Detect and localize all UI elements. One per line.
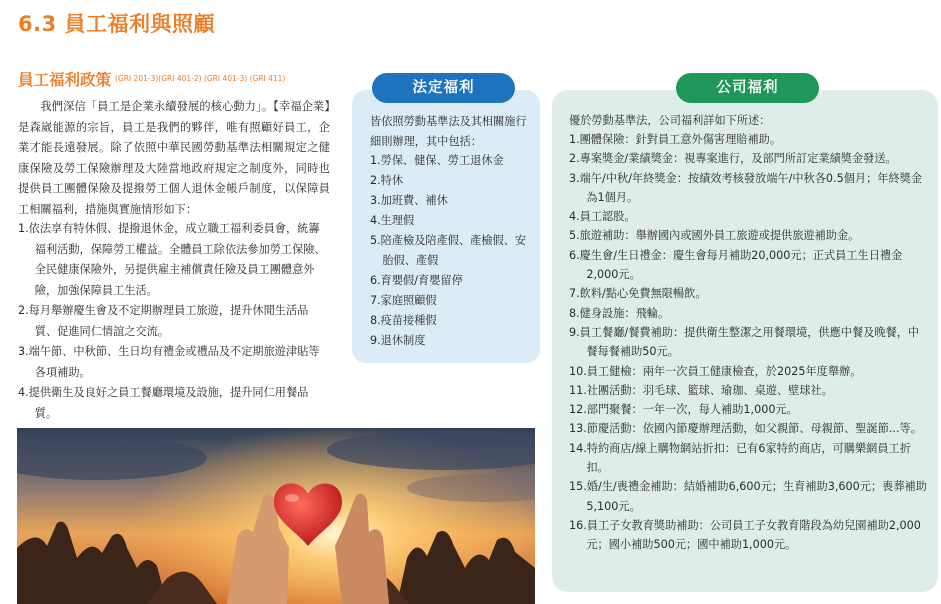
list-item: 4.提供衛生及良好之員工餐廳環境及設施，提升同仁用餐品質。 xyxy=(18,386,309,420)
list-item: 9.退休制度 xyxy=(370,334,426,347)
legal-benefits-badge: 法定福利 xyxy=(372,73,515,103)
policy-intro: 我們深信「員工是企業永續發展的核心動力」。【幸福企業】是森崴能源的宗旨，員工是我們的夥伴，唯有照顧好員工，企業才能長遠發展。除了依照中華民國勞動基準法相關規定之健康保險及勞工保險辦理及大陸當地政府規定之制度外，同時也提供員工團體保險及提撥勞工個人退休金帳戶制度，以保障員工相關福利，措施與實施情形如下： xyxy=(18,100,330,216)
list-item: 6.育嬰假/育嬰留停 xyxy=(370,274,463,287)
list-item: 10.員工健檢：兩年一次員工健康檢查，於2025年度舉辦。 xyxy=(569,364,862,378)
list-item: 3.端午/中秋/年終獎金：按績效考核發放端午/中秋各0.5個月；年終獎金為1個月。 xyxy=(569,171,923,204)
list-item: 2.每月舉辦慶生會及不定期辦理員工旅遊，提升休閒生活品質、促進同仁情誼之交流。 xyxy=(18,304,309,338)
list-item: 11.社團活動：羽毛球、籃球、瑜珈、桌遊、壁球社。 xyxy=(569,383,833,397)
list-item: 1.勞保、健保、勞工退休金 xyxy=(370,154,504,167)
policy-title: 員工福利政策 xyxy=(18,71,112,89)
list-item: 6.慶生會/生日禮金：慶生會每月補助20,000元；正式員工生日禮金2,000元。 xyxy=(569,248,903,282)
policy-header xyxy=(18,68,348,90)
list-item: 1.依法享有特休假、提撥退休金，成立職工福利委員會，統籌福利活動，保障勞工權益。全體員工除依法參加勞工保險、全民健康保險外，另提供雇主補償責任險及員工團體意外險，加強保障員工生活。 xyxy=(18,222,326,297)
list-item: 5.旅遊補助：舉辦國內或國外員工旅遊或提供旅遊補助金。 xyxy=(569,229,860,243)
list-item: 4.員工認股。 xyxy=(569,210,636,224)
company-intro: 優於勞動基準法，公司福利詳如下所述： xyxy=(569,114,771,127)
list-item: 5.陪產檢及陪產假、產檢假、安胎假、產假 xyxy=(370,234,527,267)
hands-heart-photo xyxy=(17,428,535,604)
list-item: 16.員工子女教育獎助補助：公司員工子女教育階段為幼兒園補助2,000元；國小補助500元；國中補助1,000元。 xyxy=(569,518,921,552)
list-item: 14.特約商店/線上購物網站折扣：已有6家特約商店，可購樂網員工折扣。 xyxy=(569,441,911,475)
page-title: 6.3 員工福利與照顧 xyxy=(18,12,216,36)
list-item: 3.加班費、補休 xyxy=(370,194,448,207)
list-item: 4.生理假 xyxy=(370,214,415,227)
hands-holding-heart-icon xyxy=(17,428,535,604)
list-item: 2.專案獎金/業績獎金：視專案進行，及部門所訂定業績獎金發送。 xyxy=(569,152,897,166)
company-benefits-badge: 公司福利 xyxy=(676,73,819,103)
company-benefits-list xyxy=(569,130,929,555)
gri-references: (GRI 201-3)(GRI 401-2) (GRI 401-3) (GRI 411) xyxy=(115,74,286,83)
list-item: 13.節慶活動：依國內節慶辦理活動，如父親節、母親節、聖誕節...等。 xyxy=(569,422,922,436)
list-item: 8.疫苗接種假 xyxy=(370,314,437,327)
legal-benefits-list xyxy=(370,151,534,351)
list-item: 7.飲料/點心免費無限暢飲。 xyxy=(569,287,707,301)
list-item: 2.特休 xyxy=(370,174,404,187)
list-item: 9.員工餐廳/餐費補助：提供衛生整潔之用餐環境，供應中餐及晚餐，中餐每餐補助50元。 xyxy=(569,325,920,359)
list-item: 1.團體保險：針對員工意外傷害理賠補助。 xyxy=(569,133,782,146)
list-item: 15.婚/生/喪禮金補助：結婚補助6,600元；生育補助3,600元；喪葬補助5,100元。 xyxy=(569,480,927,513)
list-item: 12.部門聚餐：一年一次，每人補助1,000元。 xyxy=(569,403,798,417)
list-item: 3.端午節、中秋節、生日均有禮金或禮品及不定期旅遊津貼等各項補助。 xyxy=(18,345,320,379)
policy-list xyxy=(18,219,330,424)
list-item: 7.家庭照顧假 xyxy=(370,294,437,307)
legal-intro: 皆依照勞動基準法及其相關施行細則辦理，其中包括： xyxy=(370,115,527,148)
list-item: 8.健身設施：飛輪。 xyxy=(569,306,670,320)
